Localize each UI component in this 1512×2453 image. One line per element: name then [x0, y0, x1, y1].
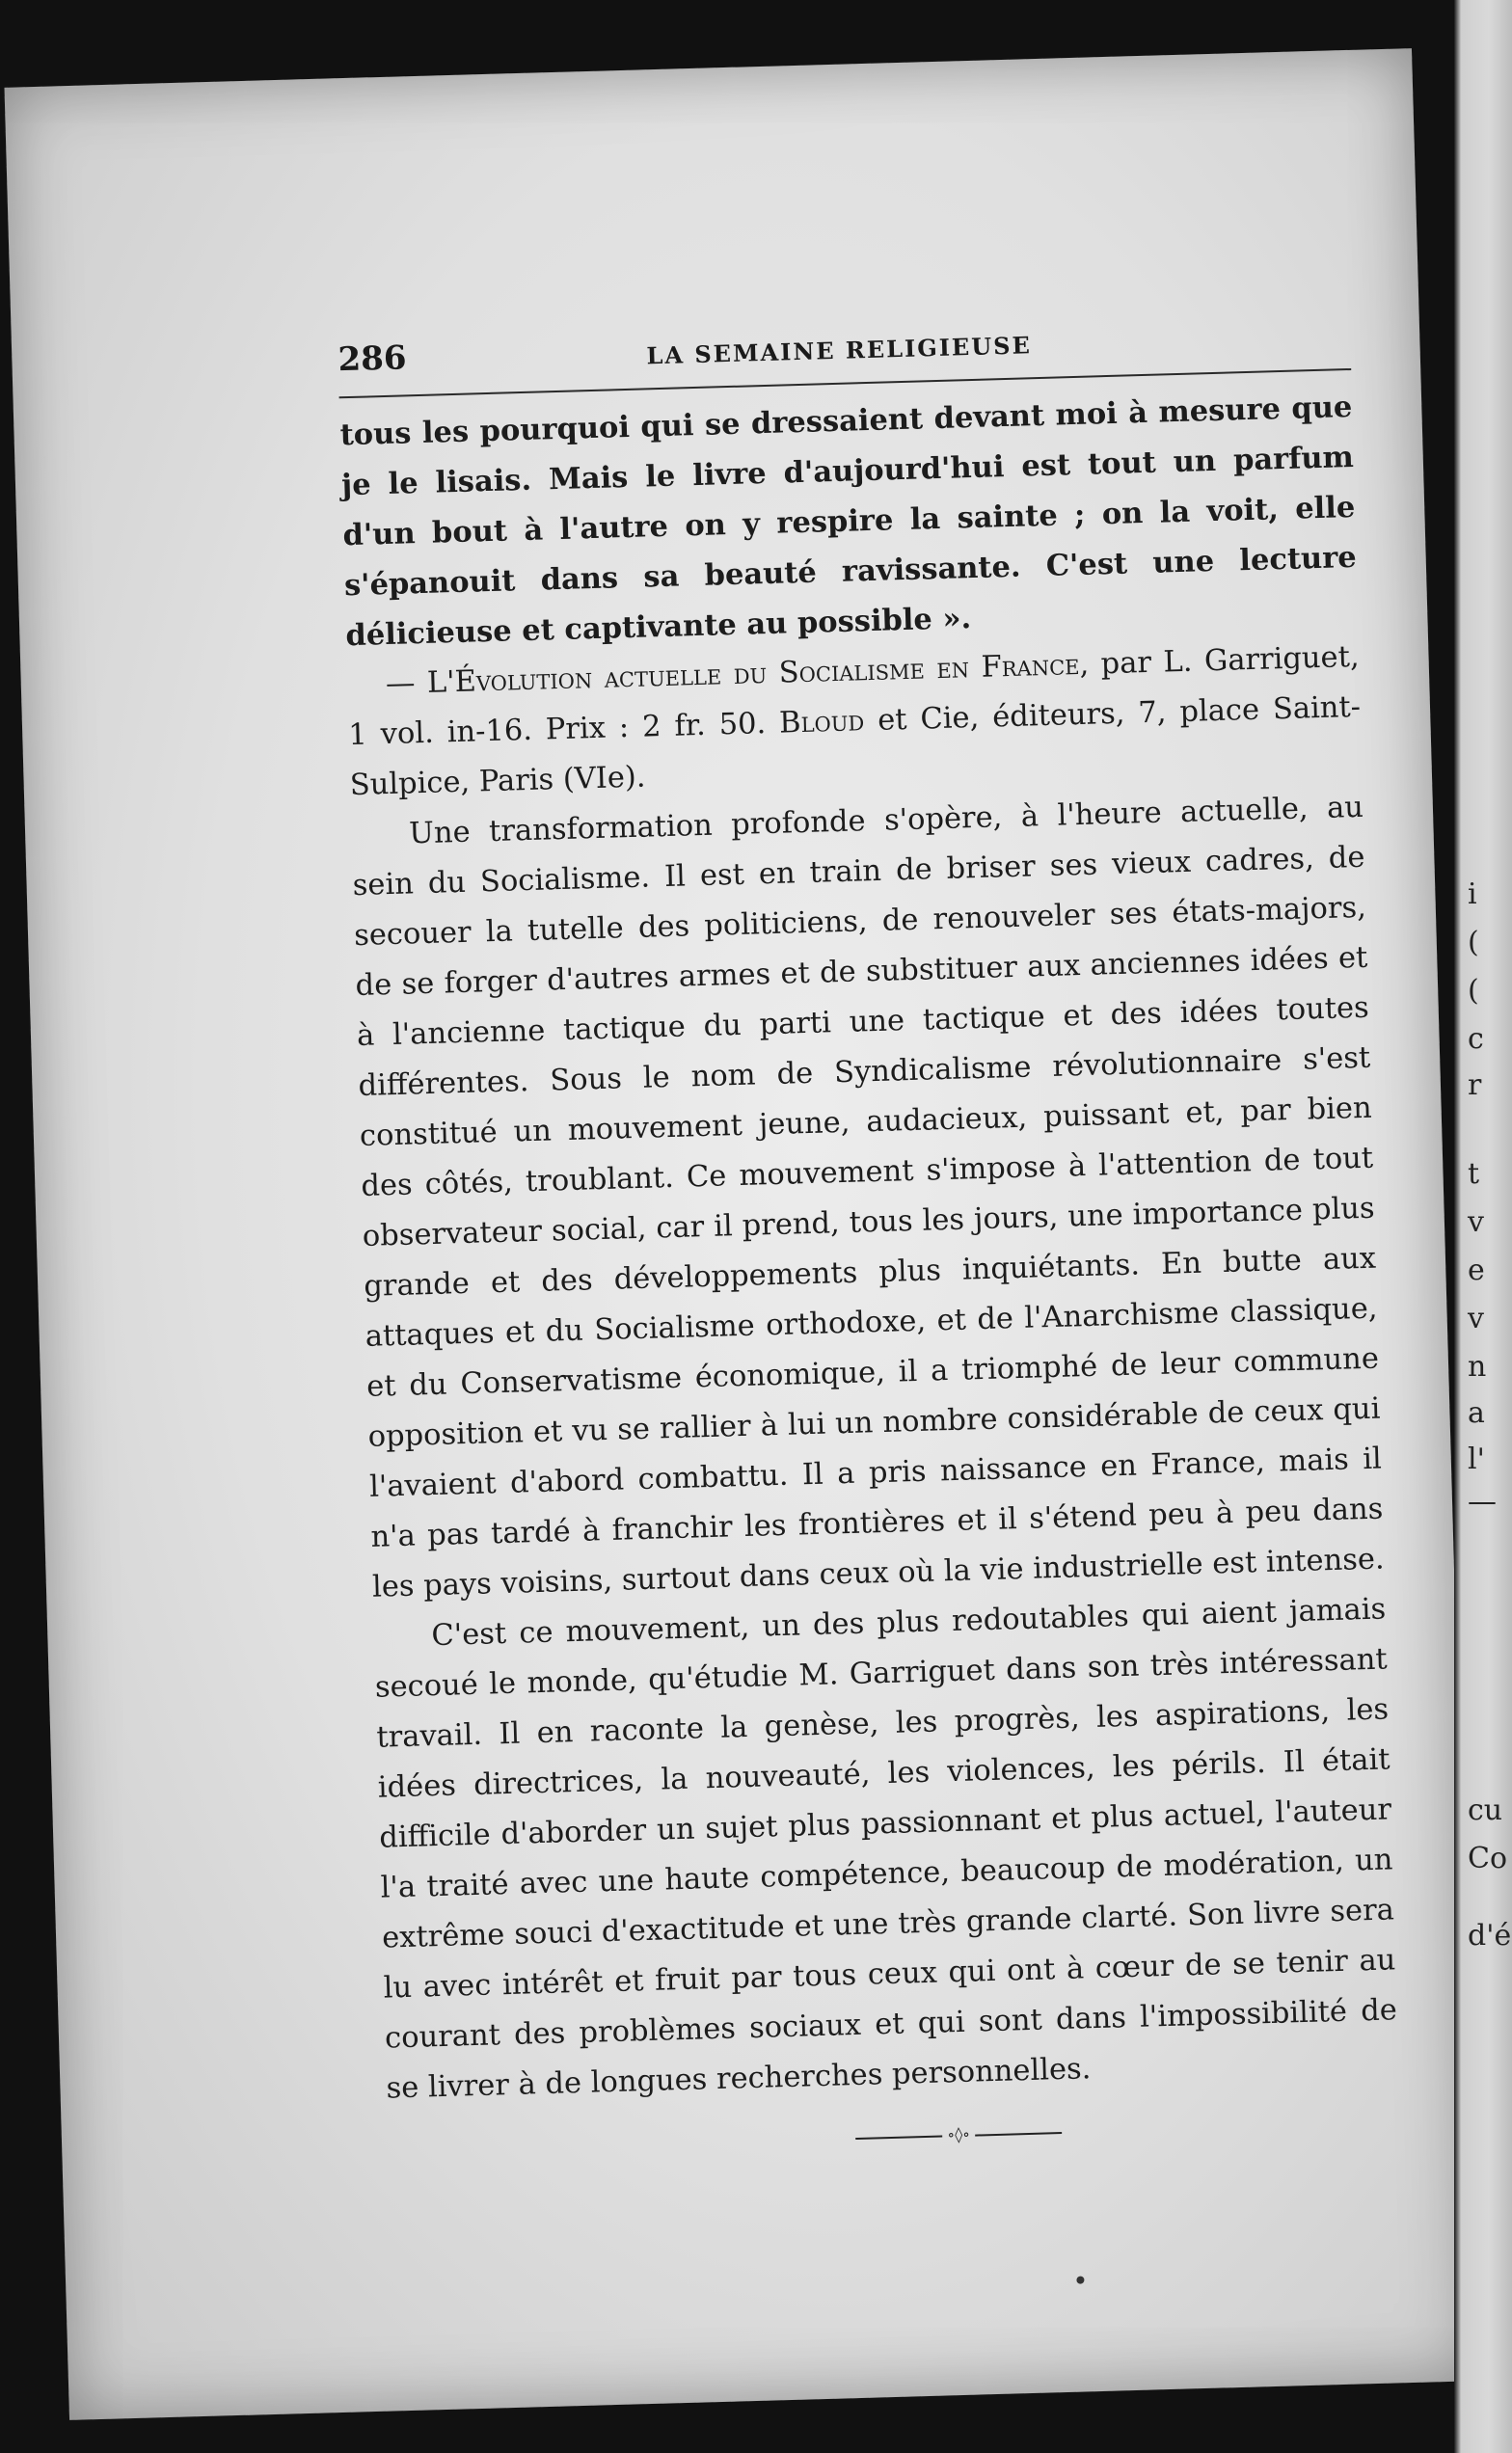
adjacent-fragment: (: [1468, 974, 1479, 1008]
adjacent-fragment: r: [1468, 1068, 1482, 1102]
ink-speck: [1076, 2276, 1084, 2283]
page-number: 286: [337, 338, 408, 380]
adjacent-fragment: d'é: [1468, 1919, 1512, 1953]
notice-dash: — L': [385, 665, 456, 702]
adjacent-fragment: cu: [1468, 1793, 1503, 1827]
paragraph-transformation: Une transformation profonde s'opère, à l'heure actuelle, au sein du Socialisme. Il est en train de briser ses vieux cadres, de secouer la tutelle des politiciens, de renouveler ses états-majors, de se forger d'autres armes et de substituer aux anciennes idées et à l'ancienne tactique du parti une tactique et des idées toutes différentes. Sous le nom de Syndicalisme révolutionnaire s'est constitué un mouvement jeune, audacieux, puissant et, par bien des côtés, troublant. Ce mouvement s'impose à l'attention de tout observateur social, car il prend, tous les jours, une importance plus grande et des développements plus inquiétants. En butte aux attaques et du Socialisme orthodoxe, et de l'Anarchisme classique, et du Conservatisme économique, il a triomphé de leur commune opposition et vu se rallier à lui un nombre considérable de ceux qui l'avaient d'abord combattu. Il a pris naissance en France, mais il n'a pas tardé à franchir les frontières et il s'étend peu à peu dans les pays voisins, surtout dans ceux où la vie industrielle est intense.: [352, 790, 1386, 1604]
adjacent-fragment: v: [1468, 1205, 1484, 1239]
adjacent-fragment: —: [1468, 1485, 1497, 1519]
end-ornament: [833, 2121, 1084, 2147]
ornament-rule-right: [975, 2132, 1062, 2137]
book-title: Évolution actuelle du Socialisme en France: [454, 647, 1080, 700]
book-notice: [346, 633, 1363, 811]
page-body: [339, 382, 1399, 2115]
paragraph-quote-end: tous les pourquoi qui se dressaient devant moi à mesure que je le lisais. Mais le livre d'aujourd'hui est tout un parfum d'un bout à l'autre on y respire la sainte ; on la voit, elle s'épanouit dans sa beauté ravissante. C'est une lecture délicieuse et captivante au possible ».: [339, 389, 1358, 654]
running-head: LA SEMAINE RELIGIEUSE: [646, 331, 1033, 370]
adjacent-fragment: i: [1468, 877, 1477, 911]
adjacent-fragment: Co: [1468, 1842, 1508, 1875]
adjacent-fragment: a: [1468, 1396, 1485, 1430]
adjacent-fragment: v: [1468, 1302, 1484, 1335]
adjacent-fragment: e: [1468, 1253, 1485, 1287]
book-page: [4, 48, 1476, 2420]
adjacent-fragment: (: [1468, 926, 1479, 959]
adjacent-fragment: c: [1468, 1022, 1484, 1056]
adjacent-fragment: l': [1468, 1442, 1485, 1476]
publisher-name: Bloud: [778, 704, 865, 741]
ornament-rule-left: [855, 2135, 942, 2140]
ornament-glyph: ∘◊∘: [947, 2124, 971, 2144]
adjacent-page-edge: [1454, 0, 1512, 2453]
adjacent-fragment: t: [1468, 1157, 1480, 1191]
book-details: , par L. Garriguet, 1 vol. in-16. Prix : 2 fr. 50.: [347, 639, 1361, 753]
publisher-address: et Cie, éditeurs, 7, place Saint-Sulpice, Paris (VIe).: [349, 689, 1362, 803]
adjacent-fragment: n: [1468, 1350, 1487, 1384]
paragraph-review: C'est ce mouvement, un des plus redoutables qui aient jamais secoué le monde, qu'étudie M. Garriguet dans son très intéressant travail. Il en raconte la genèse, les progrès, les aspirations, les idées directrices, la nouveauté, les violences, les périls. Il était difficile d'aborder un sujet plus passionnant et plus actuel, l'auteur l'a traité avec une haute compétence, beaucoup de modération, un extrême souci d'exactitude et une très grande clarté. Son livre sera lu avec intérêt et fruit par tous ceux qui ont à cœur de se tenir au courant des problèmes sociaux et qui sont dans l'impossibilité de se livrer à de longues recherches personnelles.: [374, 1592, 1398, 2106]
